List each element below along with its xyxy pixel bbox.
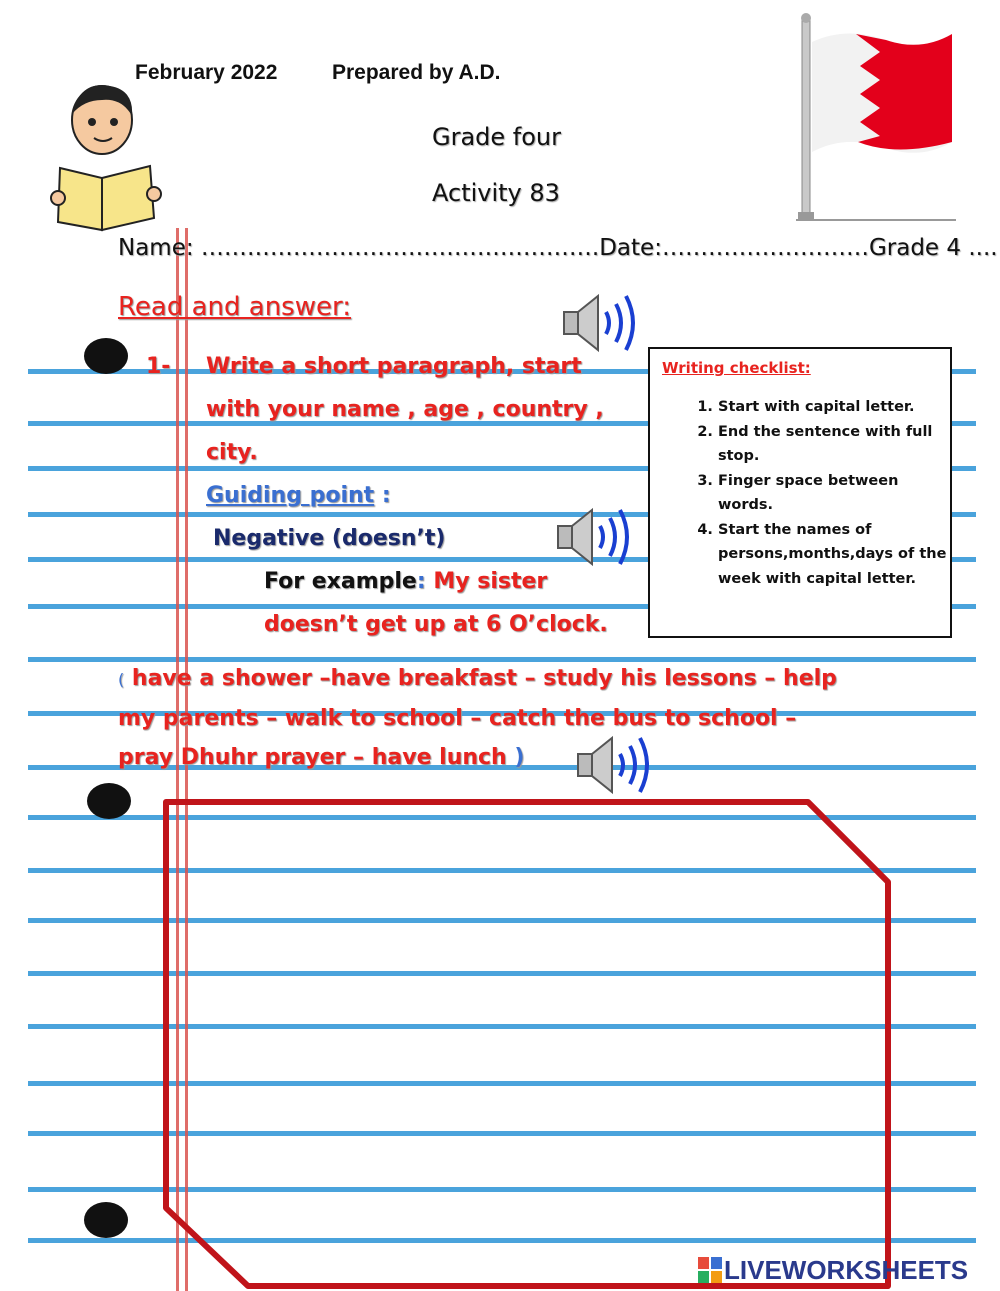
- speaker-icon[interactable]: [562, 292, 640, 354]
- checklist-list: [688, 395, 948, 591]
- guiding-point-colon: :: [374, 483, 391, 508]
- liveworksheets-logo: [698, 1256, 968, 1284]
- question-line: city.: [206, 440, 258, 465]
- punch-hole: [84, 338, 128, 374]
- example-colon: :: [416, 569, 426, 594]
- question-line: with your name , age , country ,: [206, 397, 604, 422]
- prepared-by: Prepared by A.D.: [332, 61, 501, 84]
- punch-hole: [84, 1202, 128, 1238]
- grade-title: Grade four: [432, 123, 562, 151]
- speaker-icon[interactable]: [556, 506, 634, 568]
- checklist-item: 2. End the sentence with full stop.: [718, 420, 948, 469]
- checklist-item: 1. Start with capital letter.: [718, 395, 948, 420]
- speaker-icon[interactable]: [576, 734, 654, 796]
- checklist-title: Writing checklist:: [662, 359, 811, 377]
- negative-hint: Negative (doesn’t): [213, 526, 446, 551]
- writing-checklist: [648, 347, 952, 638]
- checklist-item: 4. Start the names of persons,months,days of the week with capital letter.: [718, 518, 948, 592]
- date-label: February 2022: [135, 61, 278, 84]
- checklist-item: 3. Finger space between words.: [718, 469, 948, 518]
- example-line: [264, 569, 547, 594]
- example-text: doesn’t get up at 6 O’clock.: [264, 612, 608, 637]
- activities-text: have a shower –have breakfast – study his lessons – help: [124, 666, 837, 691]
- activities-line: [118, 745, 524, 770]
- bahrain-flag-icon: [796, 12, 960, 224]
- guiding-point: [206, 483, 391, 508]
- logo-worksheets: WORKSHEETS: [781, 1254, 969, 1285]
- open-paren: (: [118, 670, 125, 689]
- example-label: For example: [264, 569, 417, 594]
- example-text: My sister: [425, 569, 548, 594]
- activities-text: pray Dhuhr prayer – have lunch: [118, 745, 515, 770]
- close-paren: ): [514, 745, 525, 770]
- activity-title: Activity 83: [432, 179, 560, 207]
- boy-reading-icon: [50, 78, 162, 238]
- activities-line: [118, 666, 837, 691]
- logo-live: LIVE: [724, 1254, 782, 1285]
- name-date-line: Name: …………………………………………….Date:………………………Grade 4 ....: [118, 235, 998, 261]
- logo-icon: [698, 1257, 722, 1283]
- question-line: Write a short paragraph, start: [206, 354, 582, 379]
- activities-line: my parents – walk to school – catch the bus to school –: [118, 706, 797, 731]
- punch-hole: [87, 783, 131, 819]
- guiding-point-label: Guiding point: [206, 483, 375, 508]
- answer-box[interactable]: [160, 796, 895, 1291]
- instruction-heading: Read and answer:: [118, 292, 351, 322]
- question-number: 1-: [146, 354, 171, 379]
